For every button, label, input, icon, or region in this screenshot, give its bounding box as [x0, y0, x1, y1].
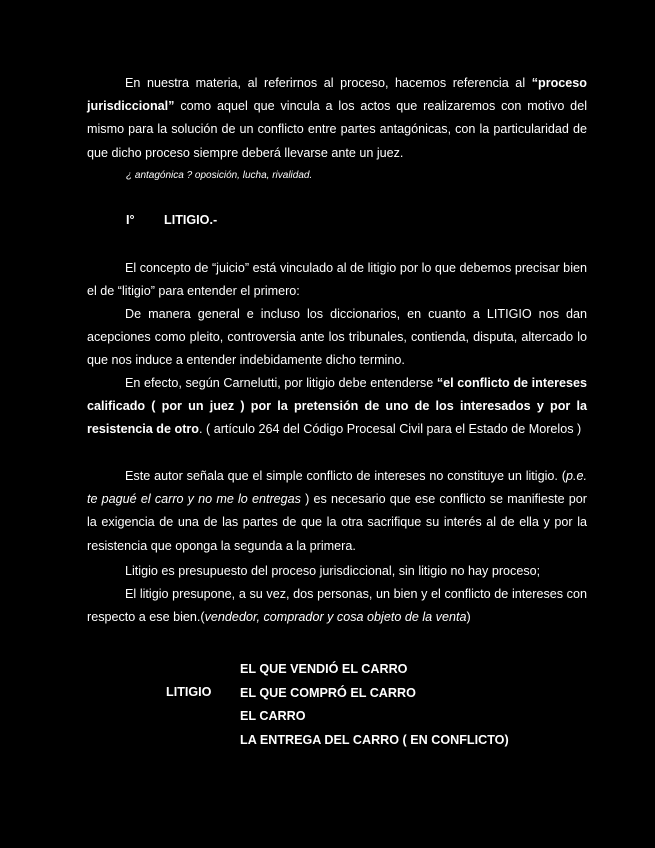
diagram-item-vendedor: EL QUE VENDIÓ EL CARRO: [240, 662, 408, 676]
paragraph7-text-b: ): [466, 610, 471, 625]
diagram-item-entrega: LA ENTREGA DEL CARRO ( EN CONFLICTO): [240, 732, 509, 747]
diagram-label: LITIGIO: [166, 685, 212, 699]
paragraph5-italic-example: p.e. te pagué el carro y no me lo entregas: [87, 469, 587, 507]
paragraph-autor-senala: [87, 465, 587, 558]
paragraph4-bold-definition: “el conflicto de intereses calificado ( por un juez ) por la pretensión de uno de los interesados y por la resistencia de otro: [87, 376, 587, 437]
paragraph-litigio-presupone: [87, 583, 587, 629]
paragraph5-text-b: ) es necesario que ese conflicto se manifieste por la exigencia de una de las partes de que la otra sacrifique su interés al de ella y por la resistencia que oponga la segunda a la primera.: [87, 492, 587, 553]
paragraph-diccionarios: De manera general e incluso los diccionarios, en cuanto a LITIGIO nos dan acepciones como pleito, controversia ante los tribunales, contienda, disputa, altercado lo que nos induce a entender indebidamente dicho termino.: [87, 307, 587, 368]
paragraph-concepto-juicio: El concepto de “juicio” está vinculado al de litigio por lo que debemos precisar bien el de “litigio” para entender el primero:: [87, 261, 587, 299]
diagram-items: [240, 658, 509, 752]
section-number: I°: [126, 213, 135, 227]
paragraph7-text-a: El litigio presupone, a su vez, dos personas, un bien y el conflicto de intereses con respecto a ese bien.(: [87, 587, 587, 625]
paragraph-presupuesto: Litigio es presupuesto del proceso jurisdiccional, sin litigio no hay proceso;: [125, 564, 541, 578]
footnote-antagonica: ¿ antagónica ? oposición, lucha, rivalidad.: [126, 170, 313, 181]
paragraph4-text-b: . ( artículo 264 del Código Procesal Civil para el Estado de Morelos ): [199, 422, 582, 437]
paragraph1-bold-term: “proceso jurisdiccional”: [87, 76, 587, 114]
paragraph5-text-a: Este autor señala que el simple conflicto de intereses no constituye un litigio. (: [125, 469, 566, 483]
paragraph-carnelutti: [87, 372, 587, 442]
paragraph7-italic-example: vendedor, comprador y cosa objeto de la venta: [204, 610, 467, 625]
paragraph4-text-a: En efecto, según Carnelutti, por litigio debe entenderse: [125, 376, 437, 390]
section-title: LITIGIO.-: [164, 213, 218, 227]
paragraph1-text-b: como aquel que vincula a los actos que realizaremos con motivo del mismo para la solución de un conflicto entre partes antagónicas, con la particularidad de que dicho proceso siempre deberá llevarse ante un juez.: [87, 99, 587, 160]
diagram-item-comprador: EL QUE COMPRÓ EL CARRO: [240, 685, 416, 700]
paragraph1-text-a: En nuestra materia, al referirnos al proceso, hacemos referencia al: [125, 76, 532, 90]
diagram-item-carro: EL CARRO: [240, 709, 306, 723]
paragraph-proceso-jurisdiccional: [87, 72, 587, 165]
